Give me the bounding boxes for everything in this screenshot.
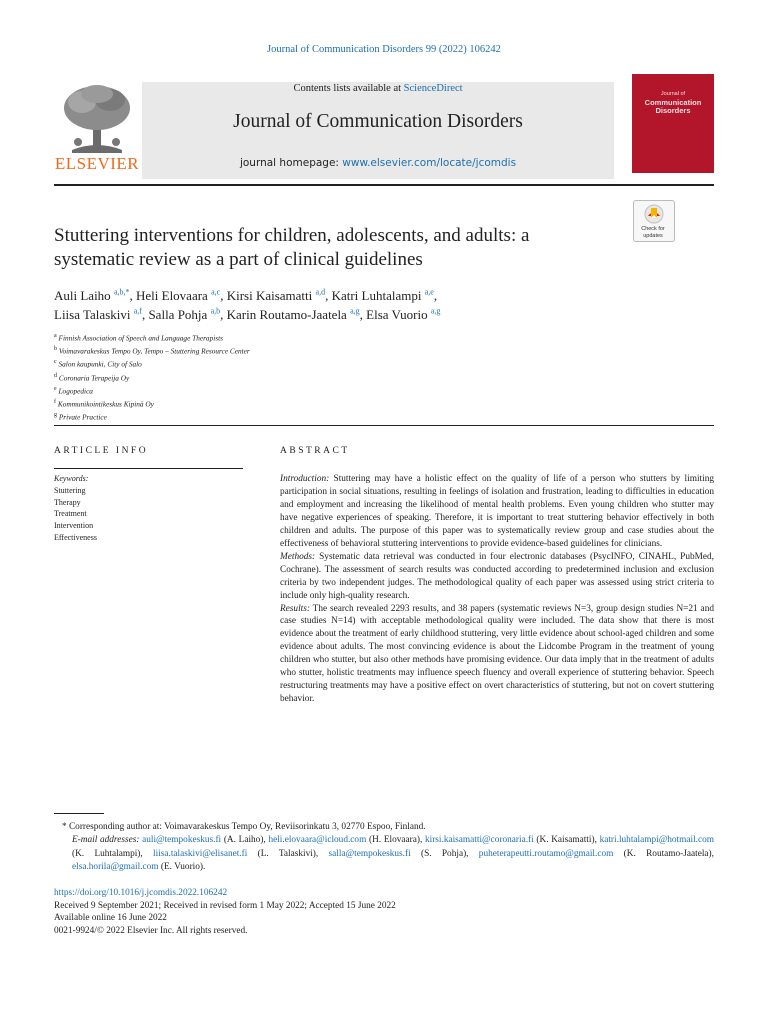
author bbox=[54, 307, 148, 322]
author-list bbox=[54, 286, 654, 324]
author bbox=[136, 288, 227, 303]
affiliation-text: Logopedica bbox=[58, 386, 93, 396]
affiliation-key: e bbox=[54, 385, 57, 392]
keyword: Intervention bbox=[54, 521, 94, 531]
affiliation bbox=[54, 397, 454, 410]
journal-title: Journal of Communication Disorders bbox=[233, 111, 523, 132]
email-link[interactable]: kirsi.kaisamatti@coronaria.fi bbox=[424, 835, 534, 846]
abstract-results-label: Results: bbox=[280, 603, 310, 614]
email-owner: (H. Elovaara), bbox=[366, 835, 425, 846]
author-affiliation-marker[interactable]: a,e bbox=[424, 287, 434, 297]
affiliation-key: g bbox=[54, 412, 57, 419]
paper-title bbox=[54, 224, 614, 272]
keyword: Effectiveness bbox=[54, 532, 97, 542]
affiliation-key: d bbox=[54, 372, 57, 379]
received-dates: Received 9 September 2021; Received in revised form 1 May 2022; Accepted 15 June 2022 bbox=[54, 900, 396, 911]
email-owner: (K. Luhtalampi), bbox=[72, 848, 154, 859]
publication-info bbox=[54, 887, 714, 937]
article-info-heading: ARTICLE INFO bbox=[54, 446, 149, 456]
abstract-introduction-label: Introduction: bbox=[280, 474, 330, 484]
affiliation-key: b bbox=[54, 346, 57, 353]
author-affiliation-marker[interactable]: a,b bbox=[210, 306, 221, 316]
email-owner: (A. Laiho), bbox=[221, 835, 269, 846]
article-info-rule bbox=[54, 468, 243, 469]
affiliation-key: f bbox=[54, 399, 56, 406]
author-affiliation-marker[interactable]: a,f bbox=[133, 306, 142, 316]
sciencedirect-link[interactable]: ScienceDirect bbox=[403, 83, 463, 94]
journal-cover-thumbnail[interactable] bbox=[632, 74, 714, 173]
keyword: Therapy bbox=[54, 497, 81, 507]
abstract-methods-text: Systematic data retrieval was conducted in four electronic databases (PsycINFO, CINAHL, PubMed, Cochrane). The assessment of search results was conducted according to predetermined inclusion and exclusion criteria by two independent judges. The methodological quality of each paper was assessed using strict criteria to include only high-quality research. bbox=[280, 551, 714, 601]
email-owner: (L. Talaskivi), bbox=[247, 848, 329, 859]
author-separator: , bbox=[325, 288, 332, 303]
homepage-prefix: journal homepage: bbox=[239, 157, 343, 169]
contents-line bbox=[142, 83, 614, 94]
email-label: E-mail addresses: bbox=[72, 835, 140, 846]
check-updates-icon bbox=[634, 201, 674, 227]
affiliation bbox=[54, 371, 454, 384]
author-separator: , bbox=[220, 307, 227, 322]
section-rule bbox=[54, 425, 714, 426]
paper-title-line-1: Stuttering interventions for children, adolescents, and adults: a bbox=[54, 225, 530, 246]
author-name: Karin Routamo-Jaatela bbox=[226, 307, 347, 322]
abstract-methods-label: Methods: bbox=[280, 551, 316, 562]
affiliation-text: Salon kaupunki, City of Salo bbox=[58, 359, 142, 369]
author-affiliation-marker[interactable]: a,b,* bbox=[113, 287, 130, 297]
author-name: Katri Luhtalampi bbox=[331, 288, 422, 303]
abstract-body bbox=[280, 473, 714, 706]
affiliation-list bbox=[54, 331, 454, 424]
check-updates-label bbox=[633, 226, 673, 239]
cover-title bbox=[632, 90, 714, 116]
author-name: Liisa Talaskivi bbox=[54, 307, 131, 322]
corresponding-author-note: * Corresponding author at: Voimavarakeskus Tempo Oy, Reviisorinkatu 3, 02770 Espoo, Finland. bbox=[62, 822, 426, 832]
author-name: Elsa Vuorio bbox=[366, 307, 428, 322]
affiliation-text: Coronaria Terapeija Oy bbox=[58, 373, 130, 383]
cover-small-text: Journal of bbox=[660, 91, 686, 97]
keywords-block bbox=[54, 473, 97, 544]
affiliation-text: Private Practice bbox=[58, 412, 107, 422]
email-link[interactable]: auli@tempokeskus.fi bbox=[142, 835, 222, 846]
author-separator: , bbox=[220, 288, 227, 303]
email-link[interactable]: elsa.horila@gmail.com bbox=[72, 861, 159, 872]
footnote-rule bbox=[54, 813, 104, 814]
paper-title-line-2: systematic review as a part of clinical guidelines bbox=[54, 249, 423, 270]
author-separator: , bbox=[129, 288, 136, 303]
available-online: Available online 16 June 2022 bbox=[54, 913, 167, 924]
email-link[interactable]: liisa.talaskivi@elisanet.fi bbox=[153, 848, 248, 859]
email-link[interactable]: puheterapeutti.routamo@gmail.com bbox=[478, 848, 614, 859]
affiliation bbox=[54, 410, 454, 423]
abstract-introduction-text: Stuttering may have a holistic effect on the quality of life of a person who stutters by limiting participation in social situations, resulting in feelings of isolation and frustration, leading to difficulties in education and employment and increasing the likelihood of mental health problems. Even young children who stutter may have negative experiences of speaking. Therefore, it is important to treat stuttering behavior effectively in both children and adults. The purpose of this paper was to systematically review group and case studies about the effectiveness of behavioral stuttering interventions to provide evidence-based guidelines for clinicians. bbox=[280, 474, 714, 549]
author-name: Kirsi Kaisamatti bbox=[226, 288, 313, 303]
author-affiliation-marker[interactable]: a,c bbox=[211, 287, 221, 297]
email-link[interactable]: katri.luhtalampi@hotmail.com bbox=[599, 835, 714, 846]
email-link[interactable]: heli.elovaara@icloud.com bbox=[268, 835, 367, 846]
author-separator: , bbox=[141, 307, 149, 322]
email-owner: (S. Pohja), bbox=[410, 848, 479, 859]
contents-prefix: Contents lists available at bbox=[293, 83, 404, 94]
affiliation bbox=[54, 357, 454, 370]
author bbox=[54, 288, 136, 303]
abstract-heading: ABSTRACT bbox=[280, 446, 350, 456]
abstract-results-text: The search revealed 2293 results, and 38 papers (systematic reviews N=3, group design studies N=21 and case studies N=14) with acceptable methodological quality were included. The data show that there is most evidence about the treatment of early childhood stuttering, very little evidence about school-aged children and some evidence about adults. The most convincing evidence is about the Lidcombe Program in the treatment of young children who stutter, but also other methods have promising evidence. Our data imply that in the treatment of adults who stutter, holistic treatments may influence speech fluency and overall experience of stuttering behavior. Speech restructuring treatments may have a positive effect on overt characteristics of stuttering, but not on covert stuttering behavior. bbox=[280, 603, 714, 705]
email-owner: (K. Kaisamatti), bbox=[533, 835, 600, 846]
cover-title-line-2: Disorders bbox=[655, 106, 691, 115]
author-name: Heli Elovaara bbox=[136, 288, 208, 303]
homepage-line bbox=[142, 157, 614, 169]
affiliation-key: c bbox=[54, 359, 57, 366]
abstract-introduction bbox=[280, 473, 714, 551]
author-name: Salla Pohja bbox=[148, 307, 208, 322]
affiliation-key: a bbox=[54, 333, 57, 339]
affiliation-text: Voimavarakeskus Tempo Oy, Tempo – Stuttering Resource Center bbox=[58, 346, 250, 356]
journal-homepage-link[interactable]: www.elsevier.com/locate/jcomdis bbox=[342, 157, 517, 169]
author-separator: , bbox=[359, 307, 367, 322]
email-owner: (E. Vuorio). bbox=[158, 861, 206, 872]
author bbox=[227, 288, 332, 303]
email-owner: (K. Routamo-Jaatela), bbox=[613, 848, 714, 859]
affiliation-text: Finnish Association of Speech and Language Therapists bbox=[58, 333, 223, 343]
affiliation-text: Kommunikointikeskus Kipinä Oy bbox=[57, 399, 154, 409]
footnotes bbox=[54, 821, 714, 874]
keyword: Treatment bbox=[54, 509, 87, 519]
affiliation bbox=[54, 384, 454, 397]
author bbox=[227, 307, 367, 322]
cover-title-line-1: Communication bbox=[644, 97, 702, 107]
keywords-label: Keywords: bbox=[54, 474, 89, 483]
doi-link[interactable]: https://doi.org/10.1016/j.jcomdis.2022.106242 bbox=[54, 888, 228, 898]
author-name: Auli Laiho bbox=[54, 288, 111, 303]
email-addresses bbox=[54, 834, 714, 874]
elsevier-wordmark: ELSEVIER bbox=[54, 154, 140, 173]
author-affiliation-marker[interactable]: a,g bbox=[350, 306, 360, 316]
keyword: Stuttering bbox=[54, 485, 86, 495]
author-affiliation-marker[interactable]: a,g bbox=[430, 306, 441, 316]
abstract-results bbox=[280, 603, 714, 707]
author-separator: , bbox=[433, 288, 438, 303]
abstract-methods bbox=[280, 551, 714, 603]
check-updates-line-2: updates bbox=[643, 232, 663, 239]
author-affiliation-marker[interactable]: a,d bbox=[315, 287, 326, 297]
check-updates-line-1: Check for bbox=[641, 226, 665, 232]
email-link[interactable]: salla@tempokeskus.fi bbox=[328, 848, 411, 859]
author bbox=[332, 288, 438, 303]
affiliation bbox=[54, 344, 454, 357]
author bbox=[148, 307, 226, 322]
header-rule bbox=[54, 184, 714, 186]
author bbox=[366, 307, 440, 322]
affiliation bbox=[54, 331, 454, 344]
copyright: 0021-9924/© 2022 Elsevier Inc. All rights reserved. bbox=[54, 925, 248, 936]
journal-reference-link[interactable]: Journal of Communication Disorders 99 (2022) 106242 bbox=[267, 44, 501, 55]
